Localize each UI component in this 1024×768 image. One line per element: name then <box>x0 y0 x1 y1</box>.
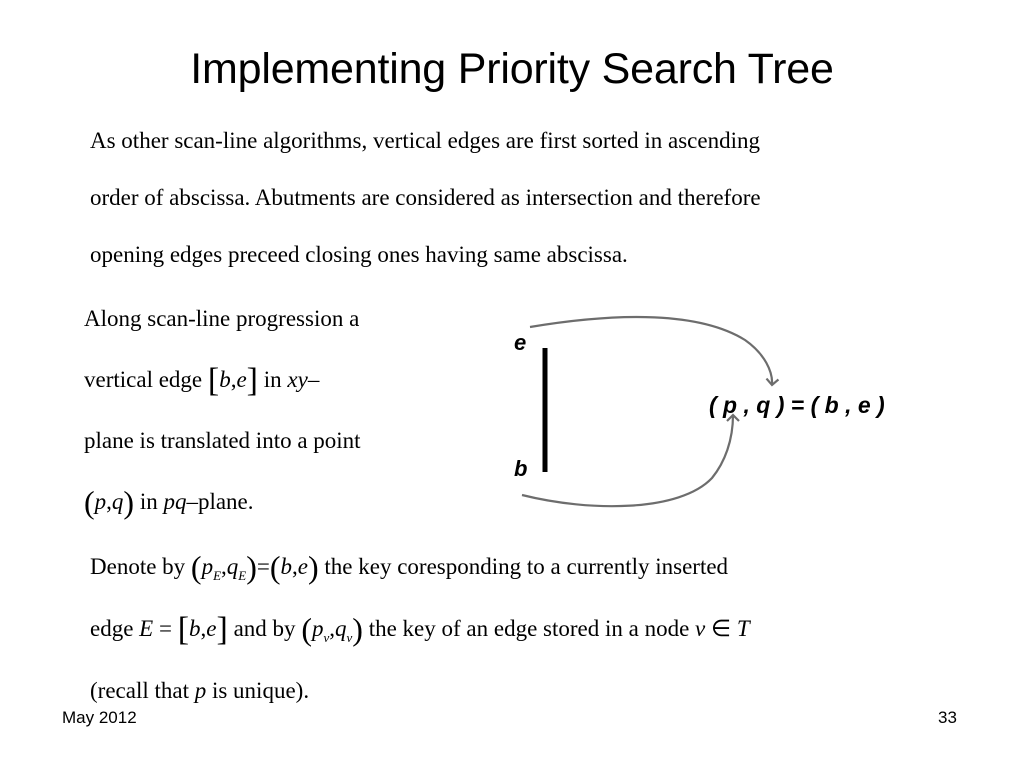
top-mapping-arrow <box>530 317 772 385</box>
math-equals: = <box>256 554 270 579</box>
math-q: q <box>226 554 239 579</box>
math-b: b <box>189 616 201 641</box>
math-b: b <box>280 554 293 579</box>
key-line-2: edge E = [b,e] and by $(p_v,q_v)$ the key of an edge stored in a node v ∈ T <box>90 611 750 648</box>
element-of-symbol: ∈ <box>705 616 737 641</box>
math-xy: xy <box>287 367 308 392</box>
right-bracket: ] <box>216 611 228 648</box>
math-T: T <box>736 616 750 641</box>
edge-end-label: e <box>514 330 527 355</box>
bottom-mapping-arrow <box>522 415 733 506</box>
left-paren: ( <box>84 484 95 520</box>
math-comma: , <box>106 489 112 514</box>
page-number: 33 <box>938 708 957 727</box>
right-paren: ) <box>352 611 363 647</box>
left-paren: ( <box>269 549 281 585</box>
edge-word: edge <box>90 616 140 641</box>
translation-line-1: Along scan-line progression a <box>84 306 360 331</box>
left-bracket: [ <box>177 611 190 648</box>
and-by-text: and by <box>233 616 302 641</box>
key-line-3 <box>90 660 990 722</box>
subscript-v: v <box>323 630 330 645</box>
math-pq: pq <box>163 489 187 514</box>
math-v: v <box>695 616 706 641</box>
math-q: q <box>335 616 347 641</box>
intro-line-3: opening edges preceed closing ones having same abscissa. <box>90 242 628 267</box>
subscript-E: E <box>238 568 247 583</box>
plane-word: plane. <box>197 489 254 514</box>
in-word: in <box>263 367 288 392</box>
unique-text: is unique). <box>206 678 310 703</box>
math-p: p <box>201 554 214 579</box>
math-dash: – <box>186 489 198 514</box>
subscript-v: v <box>346 630 353 645</box>
math-p: p <box>94 489 107 514</box>
key-line-1-tail: the key coresponding to a currently inserted <box>324 554 729 579</box>
right-bracket: ] <box>246 362 258 399</box>
denote-text: Denote by <box>90 554 191 579</box>
translation-line-3: plane is translated into a point <box>84 428 361 453</box>
left-paren: ( <box>301 611 312 647</box>
right-paren: ) <box>246 549 257 585</box>
right-paren: ) <box>123 484 135 520</box>
math-dash: – <box>307 367 320 392</box>
slide-title: Implementing Priority Search Tree <box>190 45 834 93</box>
recall-text: (recall that <box>90 678 195 703</box>
math-e: e <box>297 554 308 579</box>
key-line-1: Denote by $(p_E,q_E)=(b,e)$ the key coresponding to a currently inserted <box>90 549 729 585</box>
footer-date: May 2012 <box>62 708 137 727</box>
vertical-edge-text: vertical edge <box>84 367 208 392</box>
math-e: e <box>206 616 217 641</box>
left-bracket: [ <box>207 362 220 399</box>
intro-line-2: order of abscissa. Abutments are considered as intersection and therefore <box>90 185 761 210</box>
math-e: e <box>236 367 247 392</box>
mapping-equation: ( p , q ) = ( b , e ) <box>709 392 885 418</box>
in-word: in <box>139 489 164 514</box>
subscript-E: E <box>213 568 222 583</box>
math-E: E <box>139 616 154 641</box>
math-p: p <box>311 616 324 641</box>
math-p: p <box>194 678 207 703</box>
math-q: q <box>111 489 124 514</box>
key-line-2-tail: the key of an edge stored in a node <box>368 616 696 641</box>
intro-line-1: As other scan-line algorithms, vertical edges are first sorted in ascending <box>90 128 760 153</box>
math-comma: , <box>230 367 237 392</box>
edge-begin-label: b <box>514 456 528 481</box>
left-paren: ( <box>190 549 202 585</box>
math-b: b <box>219 367 231 392</box>
right-paren: ) <box>308 549 319 585</box>
math-equals: = <box>153 616 178 641</box>
key-definition-paragraph <box>90 536 990 722</box>
